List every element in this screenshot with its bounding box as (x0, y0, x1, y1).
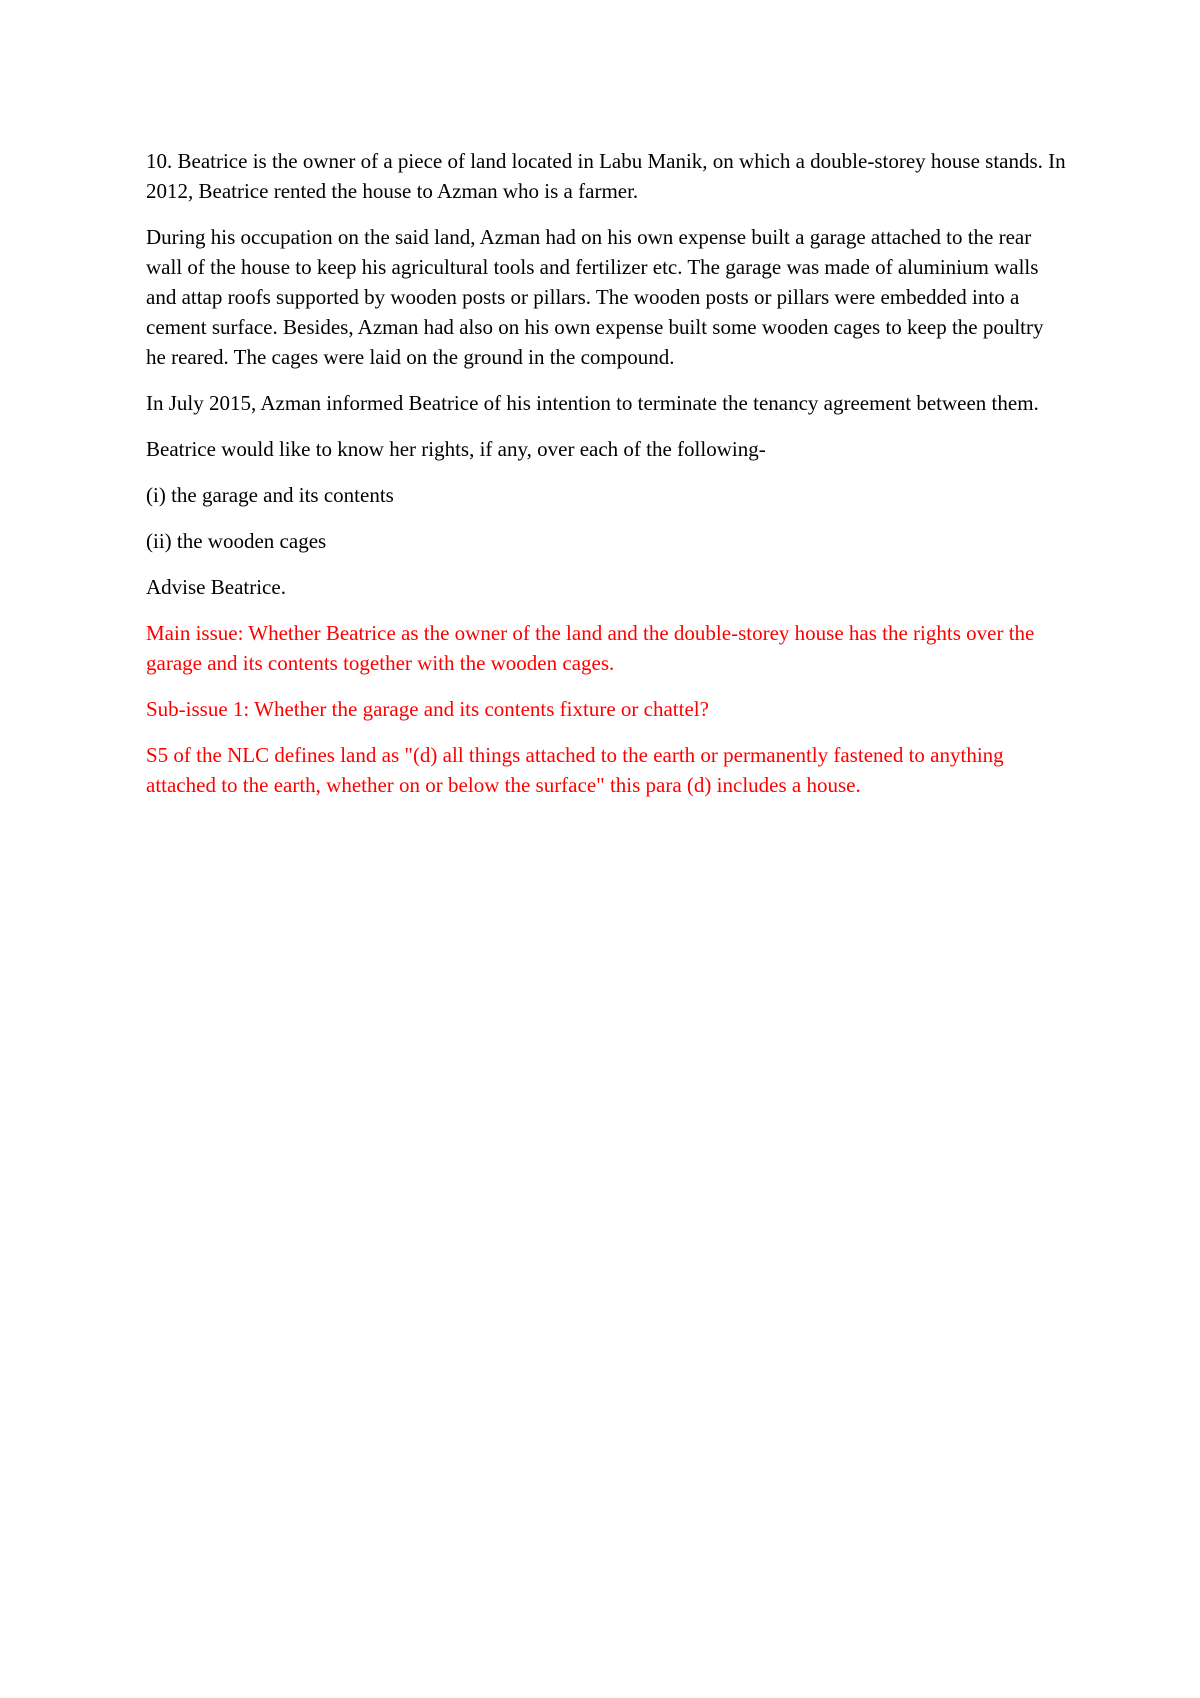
termination-paragraph: In July 2015, Azman informed Beatrice of his intention to terminate the tenancy agreement between them. (146, 391, 1039, 415)
nlc-definition-paragraph: S5 of the NLC defines land as "(d) all things attached to the earth or permanently fastened to anything attached to the earth, whether on or below the surface" this para (d) includes a house. (146, 743, 1004, 797)
list-item-cages: (ii) the wooden cages (146, 529, 327, 553)
document-body (146, 146, 1066, 816)
list-item-garage: (i) the garage and its contents (146, 483, 394, 507)
rights-question-paragraph: Beatrice would like to know her rights, if any, over each of the following- (146, 437, 766, 461)
main-issue-paragraph: Main issue: Whether Beatrice as the owner of the land and the double-storey house has the rights over the garage and its contents together with the wooden cages. (146, 621, 1035, 675)
advise-paragraph: Advise Beatrice. (146, 575, 286, 599)
facts-paragraph: During his occupation on the said land, Azman had on his own expense built a garage attached to the rear wall of the house to keep his agricultural tools and fertilizer etc. The garage was made of aluminium walls and attap roofs supported by wooden posts or pillars. The wooden posts or pillars were embedded into a cement surface. Besides, Azman had also on his own expense built some wooden cages to keep the poultry he reared. The cages were laid on the ground in the compound. (146, 225, 1044, 369)
question-paragraph: 10. Beatrice is the owner of a piece of land located in Labu Manik, on which a double-storey house stands. In 2012, Beatrice rented the house to Azman who is a farmer. (146, 149, 1066, 203)
sub-issue-paragraph: Sub-issue 1: Whether the garage and its contents fixture or chattel? (146, 697, 709, 721)
